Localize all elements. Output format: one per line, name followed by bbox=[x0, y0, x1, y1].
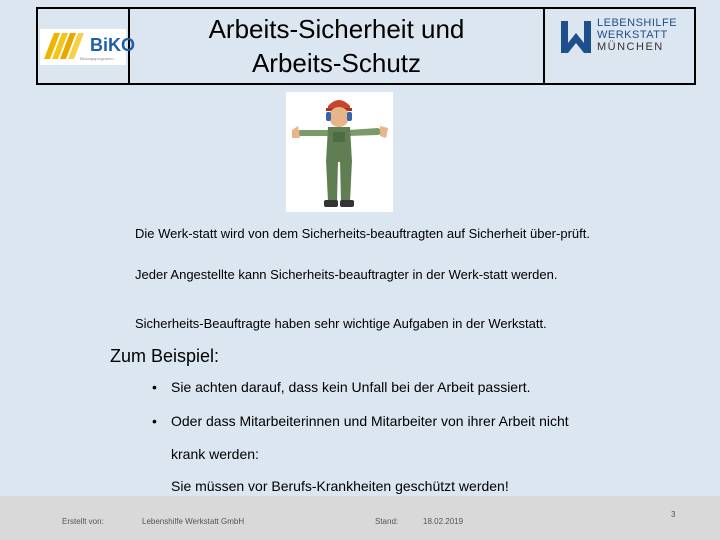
page-title-line2: Arbeits-Schutz bbox=[251, 48, 422, 78]
page-title bbox=[130, 9, 543, 83]
worker-illustration bbox=[286, 92, 393, 212]
paragraph-important-tasks: Sicherheits-Beauftragte haben sehr wichtige Aufgaben in der Werkstatt. bbox=[135, 316, 547, 331]
lebenshilfe-logo bbox=[543, 9, 694, 83]
biko-logo bbox=[38, 9, 135, 83]
bullet-item-accident: Sie achten darauf, dass kein Unfall bei der Arbeit passiert. bbox=[171, 379, 531, 395]
lebenshilfe-mark-icon bbox=[559, 19, 593, 55]
footer-status-label: Stand: bbox=[375, 517, 399, 526]
biko-logo-text: BiKO bbox=[90, 35, 135, 55]
worker-figure-icon bbox=[286, 92, 393, 212]
footer-created-value: Lebenshilfe Werkstatt GmbH bbox=[142, 517, 245, 526]
paragraph-inspection: Die Werk-statt wird von dem Sicherheits-beauftragten auf Sicherheit über-prüft. bbox=[135, 226, 590, 241]
example-heading: Zum Beispiel: bbox=[110, 346, 220, 366]
bullet-item-health: Oder dass Mitarbeiterinnen und Mitarbeiter von ihrer Arbeit nicht bbox=[171, 413, 569, 429]
footer-status-value: 18.02.2019 bbox=[423, 517, 464, 526]
paragraph-anyone-can-be: Jeder Angestellte kann Sicherheits-beauftragter in der Werk-statt werden. bbox=[135, 267, 558, 282]
header-box bbox=[36, 7, 696, 85]
bullet-item-health-cont: krank werden: bbox=[171, 446, 259, 462]
footer-bar bbox=[0, 496, 720, 540]
lebenshilfe-line1: LEBENSHILFE bbox=[597, 17, 678, 29]
biko-logo-subtitle: Bildungsprogramm bbox=[80, 56, 114, 61]
bullet-marker: • bbox=[152, 413, 157, 429]
lebenshilfe-line2: WERKSTATT bbox=[597, 29, 668, 41]
bullet-marker: • bbox=[152, 379, 157, 395]
page-number: 3 bbox=[671, 510, 676, 519]
page-title-line1: Arbeits-Sicherheit und bbox=[208, 14, 465, 44]
bullet-item-health-cont2: Sie müssen vor Berufs-Krankheiten geschützt werden! bbox=[171, 478, 509, 494]
lebenshilfe-line3: MÜNCHEN bbox=[597, 41, 664, 53]
footer-created-label: Erstellt von: bbox=[62, 517, 104, 526]
